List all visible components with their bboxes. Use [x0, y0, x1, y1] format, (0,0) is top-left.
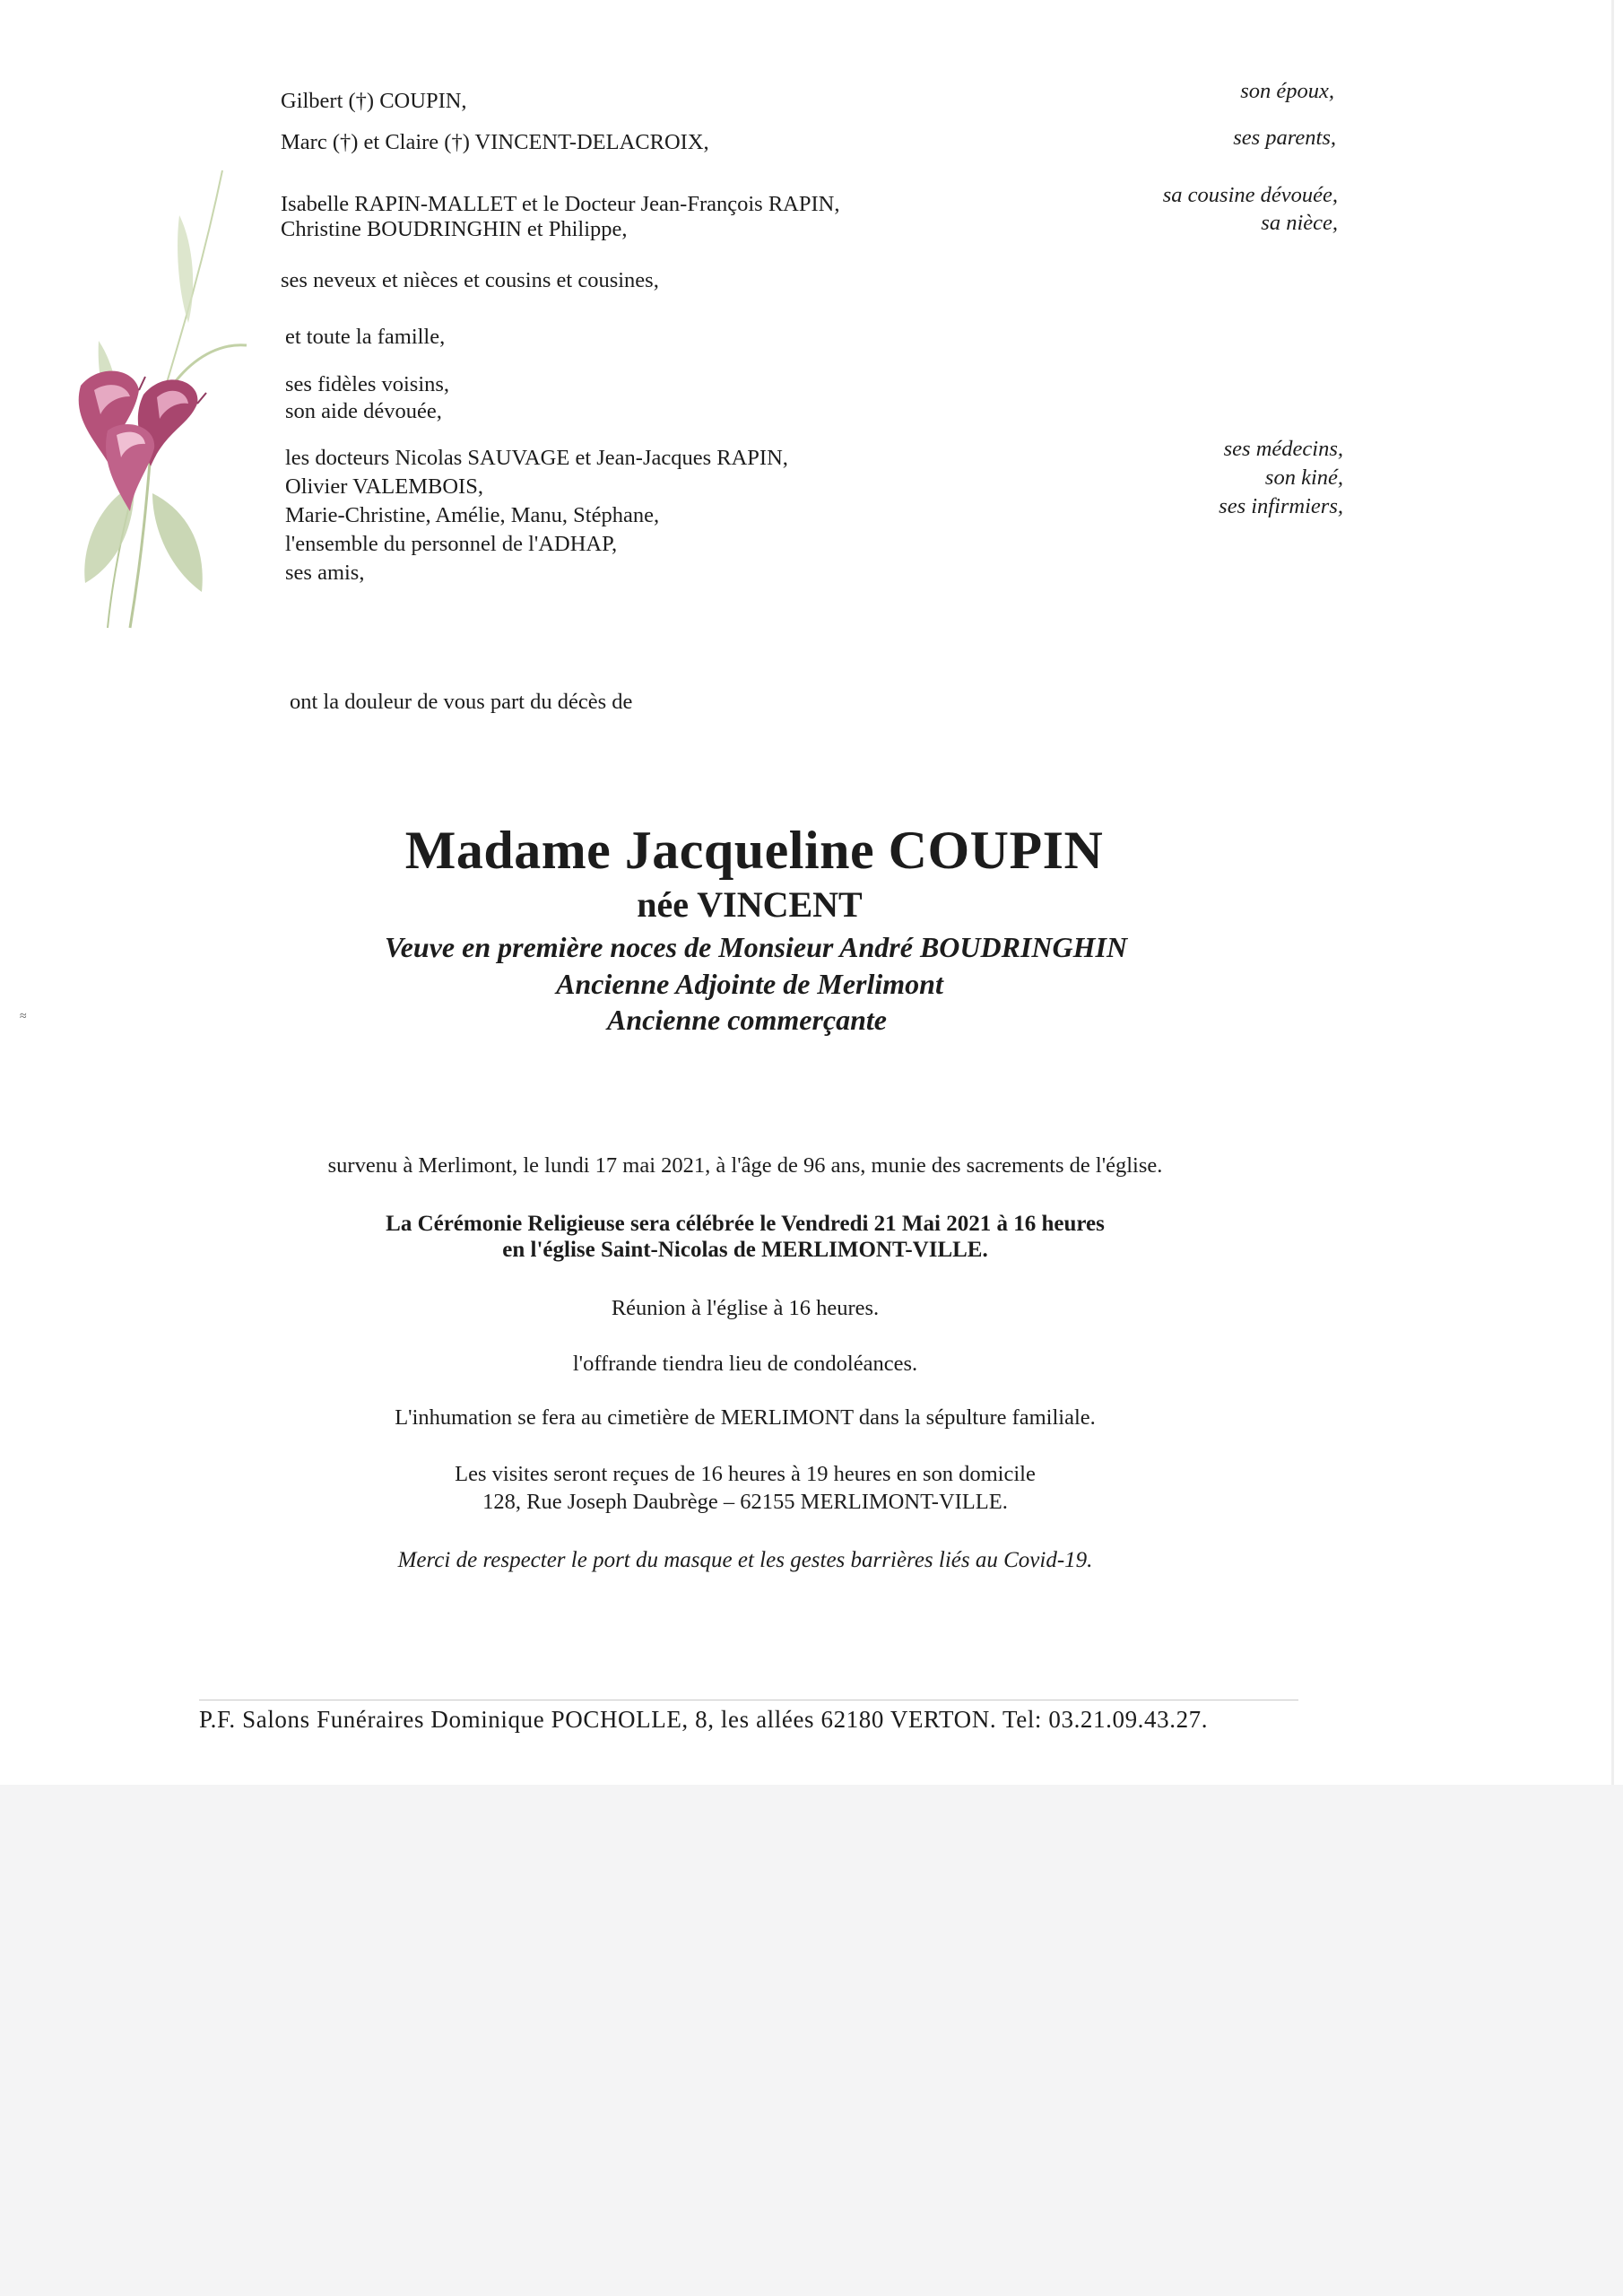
offering-line: l'offrande tiendra lieu de condoléances. [572, 1352, 918, 1376]
deceased-title: Ancienne Adjointe de Merlimont [556, 968, 943, 1000]
ceremony-line: La Cérémonie Religieuse sera célébrée le Vendredi 21 Mai 2021 à 16 heures [386, 1212, 1105, 1236]
family-role: son kiné, [1264, 465, 1343, 490]
family-role: ses médecins, [1223, 437, 1343, 461]
calla-lily-illustration [45, 161, 251, 637]
announcement-text: ont la douleur de vous part du décès de [290, 690, 633, 714]
family-line: Marc (†) et Claire (†) VINCENT-DELACROIX, [281, 130, 709, 154]
family-line: Marie-Christine, Amélie, Manu, Stéphane, [285, 503, 660, 527]
family-line: et toute la famille, [285, 325, 446, 349]
funeral-home-footer: P.F. Salons Funéraires Dominique POCHOLLE, 8, les allées 62180 VERTON. Tel: 03.21.09.43.27. [199, 1700, 1298, 1735]
family-role: ses infirmiers, [1219, 494, 1343, 518]
family-line: ses neveux et nièces et cousins et cousines, [281, 268, 659, 292]
scan-background [0, 1785, 1623, 2296]
ceremony-line: en l'église Saint-Nicolas de MERLIMONT-VILLE. [502, 1238, 988, 1262]
family-line: Olivier VALEMBOIS, [285, 474, 483, 499]
meeting-line: Réunion à l'église à 16 heures. [611, 1296, 880, 1320]
family-line: l'ensemble du personnel de l'ADHAP, [285, 532, 618, 556]
family-line: ses fidèles voisins, [285, 372, 450, 396]
family-role: son époux, [1240, 79, 1334, 103]
family-line: ses amis, [285, 561, 365, 585]
family-role: sa cousine dévouée, [1162, 183, 1338, 207]
death-details: survenu à Merlimont, le lundi 17 mai 2021, à l'âge de 96 ans, munie des sacrements de l'église. [327, 1153, 1163, 1178]
family-line: Isabelle RAPIN-MALLET et le Docteur Jean-François RAPIN, [281, 192, 840, 216]
deceased-title: Veuve en première noces de Monsieur André BOUDRINGHIN [384, 931, 1128, 963]
family-line: Gilbert (†) COUPIN, [281, 89, 467, 113]
visits-line: Les visites seront reçues de 16 heures à 19 heures en son domicile [455, 1462, 1036, 1486]
covid-notice: Merci de respecter le port du masque et les gestes barrières liés au Covid-19. [397, 1548, 1093, 1572]
scan-mark: ≈ [20, 1010, 27, 1023]
family-line: Christine BOUDRINGHIN et Philippe, [281, 217, 628, 241]
family-role: ses parents, [1233, 126, 1336, 150]
deceased-name: Madame Jacqueline COUPIN [404, 821, 1104, 880]
deceased-title: Ancienne commerçante [607, 1004, 887, 1036]
address-line: 128, Rue Joseph Daubrège – 62155 MERLIMONT-VILLE. [482, 1490, 1008, 1514]
family-line: les docteurs Nicolas SAUVAGE et Jean-Jacques RAPIN, [285, 446, 788, 470]
family-line: son aide dévouée, [285, 399, 442, 423]
scan-edge [1611, 0, 1614, 1785]
deceased-maiden-name: née VINCENT [637, 884, 863, 925]
family-role: sa nièce, [1261, 211, 1338, 235]
burial-line: L'inhumation se fera au cimetière de MERLIMONT dans la sépulture familiale. [395, 1405, 1096, 1430]
